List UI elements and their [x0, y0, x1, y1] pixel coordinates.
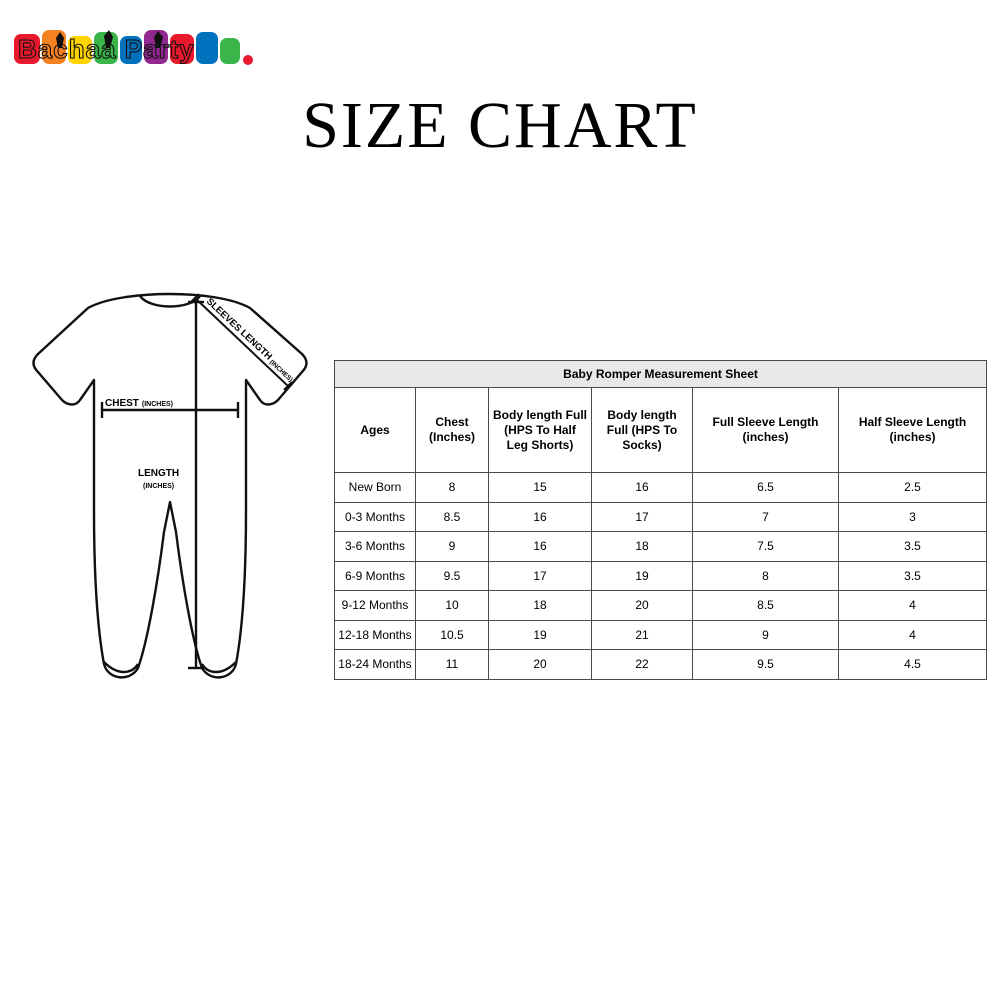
- page-title: SIZE CHART: [302, 89, 698, 162]
- cell-half-sleeve: 4.5: [839, 650, 987, 680]
- cell-half-sleeve: 4: [839, 591, 987, 621]
- col-header-full-sleeve: Full Sleeve Length (inches): [693, 388, 839, 473]
- cell-full-sleeve: 7.5: [693, 532, 839, 562]
- svg-text:Bachaa Party: Bachaa Party: [18, 34, 195, 64]
- cell-age: 9-12 Months: [335, 591, 416, 621]
- table-caption: Baby Romper Measurement Sheet: [335, 361, 987, 388]
- cell-full-sleeve: 9.5: [693, 650, 839, 680]
- cell-body-socks: 22: [592, 650, 693, 680]
- table-row: [335, 561, 987, 591]
- size-chart-table-wrapper: [334, 360, 986, 680]
- cell-body-socks: 20: [592, 591, 693, 621]
- cell-body-socks: 16: [592, 473, 693, 503]
- cell-body-half: 16: [489, 532, 592, 562]
- cell-chest: 8.5: [416, 502, 489, 532]
- sleeves-length-label: SLEEVES LENGTH(INCHES): [203, 296, 294, 384]
- cell-chest: 9.5: [416, 561, 489, 591]
- cell-full-sleeve: 9: [693, 620, 839, 650]
- bachaa-party-logo: [8, 18, 258, 80]
- col-header-chest: Chest (Inches): [416, 388, 489, 473]
- chest-label: CHEST (INCHES): [105, 398, 174, 409]
- table-row: [335, 532, 987, 562]
- cell-body-half: 16: [489, 502, 592, 532]
- cell-body-socks: 18: [592, 532, 693, 562]
- cell-body-half: 19: [489, 620, 592, 650]
- size-chart-table: [334, 360, 987, 680]
- cell-age: New Born: [335, 473, 416, 503]
- cell-body-half: 15: [489, 473, 592, 503]
- cell-full-sleeve: 6.5: [693, 473, 839, 503]
- cell-age: 3-6 Months: [335, 532, 416, 562]
- cell-age: 6-9 Months: [335, 561, 416, 591]
- cell-body-socks: 17: [592, 502, 693, 532]
- cell-body-half: 18: [489, 591, 592, 621]
- cell-body-half: 20: [489, 650, 592, 680]
- col-header-body-half: Body length Full (HPS To Half Leg Shorts): [489, 388, 592, 473]
- cell-body-socks: 21: [592, 620, 693, 650]
- cell-full-sleeve: 7: [693, 502, 839, 532]
- cell-chest: 8: [416, 473, 489, 503]
- cell-chest: 9: [416, 532, 489, 562]
- logo-letters: [14, 30, 253, 65]
- cell-half-sleeve: 2.5: [839, 473, 987, 503]
- length-label: LENGTH: [138, 468, 180, 479]
- table-row: [335, 473, 987, 503]
- col-header-body-socks: Body length Full (HPS To Socks): [592, 388, 693, 473]
- cell-chest: 10: [416, 591, 489, 621]
- cell-half-sleeve: 3.5: [839, 532, 987, 562]
- cell-age: 12-18 Months: [335, 620, 416, 650]
- cell-body-socks: 19: [592, 561, 693, 591]
- cell-chest: 10.5: [416, 620, 489, 650]
- col-header-ages: Ages: [335, 388, 416, 473]
- col-header-half-sleeve: Half Sleeve Length (inches): [839, 388, 987, 473]
- cell-full-sleeve: 8.5: [693, 591, 839, 621]
- cell-age: 18-24 Months: [335, 650, 416, 680]
- table-row: [335, 620, 987, 650]
- cell-half-sleeve: 4: [839, 620, 987, 650]
- table-row: [335, 650, 987, 680]
- table-header-row: [335, 388, 987, 473]
- baby-romper-diagram: [10, 280, 330, 700]
- cell-body-half: 17: [489, 561, 592, 591]
- cell-age: 0-3 Months: [335, 502, 416, 532]
- cell-chest: 11: [416, 650, 489, 680]
- table-caption-row: [335, 361, 987, 388]
- length-unit-label: (INCHES): [143, 483, 175, 490]
- table-row: [335, 502, 987, 532]
- table-row: [335, 591, 987, 621]
- cell-half-sleeve: 3: [839, 502, 987, 532]
- cell-full-sleeve: 8: [693, 561, 839, 591]
- cell-half-sleeve: 3.5: [839, 561, 987, 591]
